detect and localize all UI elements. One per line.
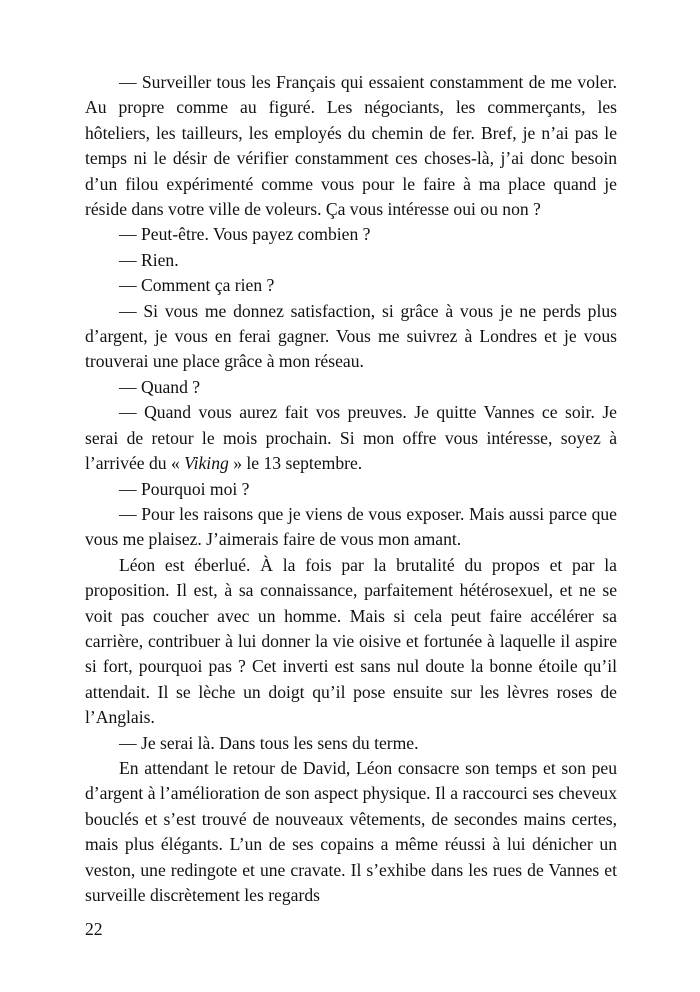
paragraph-viking [85,400,617,476]
paragraph-surveiller: — Surveiller tous les Français qui essaient constamment de me voler. Au propre comme au figuré. Les négociants, les commerçants, les hôteliers, les tailleurs, les employés du chemin de fer. Bref, je n’ai pas le temps ni le désir de vérifier constamment ces choses-là, j’ai donc besoin d’un filou expérimenté comme vous pour le faire à ma place quand je réside dans votre ville de voleurs. Ça vous intéresse oui ou non ? [85,72,617,220]
paragraph-pourquoi-moi: — Pourquoi moi ? [119,478,250,499]
paragraph-rien: — Rien. [119,249,179,270]
viking-text-after: » le 13 septembre. [228,453,363,474]
paragraph-leon-eberlue: Léon est éberlué. À la fois par la brutalité du propos et par la proposition. Il est, à sa connaissance, parfaitement hétérosexuel, et ne se voit pas coucher avec un homme. Mais si cela peut faire accélérer sa carrière, contribuer à lui donner la vie oisive et fortunée à laquelle il aspire si fort, pourquoi pas ? Cet inverti est sans nul doute la bonne étoile qu’il attendait. Il se lèche un doigt qu’il pose ensuite sur les lèvres roses de l’Anglais. [85,554,617,728]
paragraph-en-attendant: En attendant le retour de David, Léon consacre son temps et son peu d’argent à l’amélioration de son aspect physique. Il a raccourci ses cheveux bouclés et s’est trouvé de nouveaux vêtements, de secondes mains certes, mais plus élégants. L’un de ses copains a même réussi à lui dénicher un veston, une redingote et une cravate. Il s’exhibe dans les rues de Vannes et surveille discrètement les regards [85,757,617,905]
page-body [85,70,617,908]
paragraph-satisfaction: — Si vous me donnez satisfaction, si grâce à vous je ne perds plus d’argent, je vous en ferai gagner. Vous me suivrez à Londres et je vous trouverai une place grâce à mon réseau. [85,300,617,372]
paragraph-comment-ca-rien: — Comment ça rien ? [119,275,275,296]
viking-ship-name: Viking [184,453,229,474]
paragraph-quand: — Quand ? [119,376,201,397]
paragraph-peut-etre: — Peut-être. Vous payez combien ? [119,224,371,245]
paragraph-je-serai-la: — Je serai là. Dans tous les sens du terme. [119,732,419,753]
paragraph-raisons: — Pour les raisons que je viens de vous exposer. Mais aussi parce que vous me plaisez. J’aimerais faire de vous mon amant. [85,503,617,550]
page-number: 22 [85,919,103,939]
viking-text-before: — Quand vous aurez fait vos preuves. Je quitte Vannes ce soir. Je serai de retour le mois prochain. Si mon offre vous intéresse, soyez à l’arrivée du « [85,402,617,474]
